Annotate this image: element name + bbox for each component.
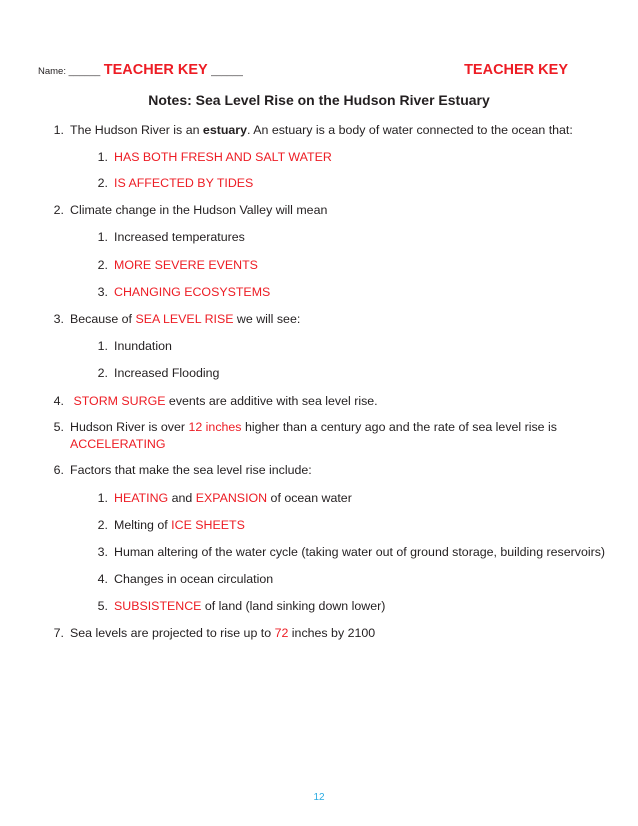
sub-list-item: 2. Melting of ICE SHEETS	[97, 518, 245, 532]
list-item: 4. STORM SURGE events are additive with sea level rise.	[53, 394, 378, 408]
sub-list-item: 2. MORE SEVERE EVENTS	[97, 258, 258, 272]
sub-list-item: 3. Human altering of the water cycle (taking water out of ground storage, building reservoirs)	[97, 545, 606, 559]
sub-list-item: 1. Inundation	[97, 339, 172, 353]
list-item: 3. Because of SEA LEVEL RISE we will see:	[53, 312, 301, 326]
list-item: 1. The Hudson River is an estuary. An estuary is a body of water connected to the ocean that:	[53, 123, 573, 137]
list-item: 6. Factors that make the sea level rise include:	[53, 463, 312, 477]
name-trailing: ______	[211, 66, 243, 77]
teacher-key-left: TEACHER KEY	[103, 62, 208, 78]
page-title: Notes: Sea Level Rise on the Hudson River Estuary	[148, 92, 490, 108]
sub-list-item: 1. Increased temperatures	[97, 230, 245, 244]
sub-list-item: 4. Changes in ocean circulation	[97, 572, 274, 586]
sub-list-item: 2. IS AFFECTED BY TIDES	[97, 176, 254, 190]
list-item: 5. Hudson River is over 12 inches higher than a century ago and the rate of sea level rise is ACCELERATING	[53, 420, 557, 451]
list-item: 2. Climate change in the Hudson Valley will mean	[53, 203, 328, 217]
sub-list-item: 5. SUBSISTENCE of land (land sinking down lower)	[97, 599, 386, 613]
document-header	[38, 62, 568, 82]
list-item: 7. Sea levels are projected to rise up to 72 inches by 2100	[53, 626, 376, 640]
name-label: Name: ______	[38, 66, 101, 77]
sub-list-item: 3. CHANGING ECOSYSTEMS	[97, 285, 271, 299]
sub-list-item: 1. HEATING and EXPANSION of ocean water	[97, 491, 352, 505]
sub-list-item: 1. HAS BOTH FRESH AND SALT WATER	[97, 150, 332, 164]
teacher-key-right: TEACHER KEY	[464, 62, 568, 78]
term-estuary: estuary	[202, 123, 248, 137]
sub-list-item: 2. Increased Flooding	[97, 366, 220, 380]
page-number: 12	[313, 792, 325, 803]
